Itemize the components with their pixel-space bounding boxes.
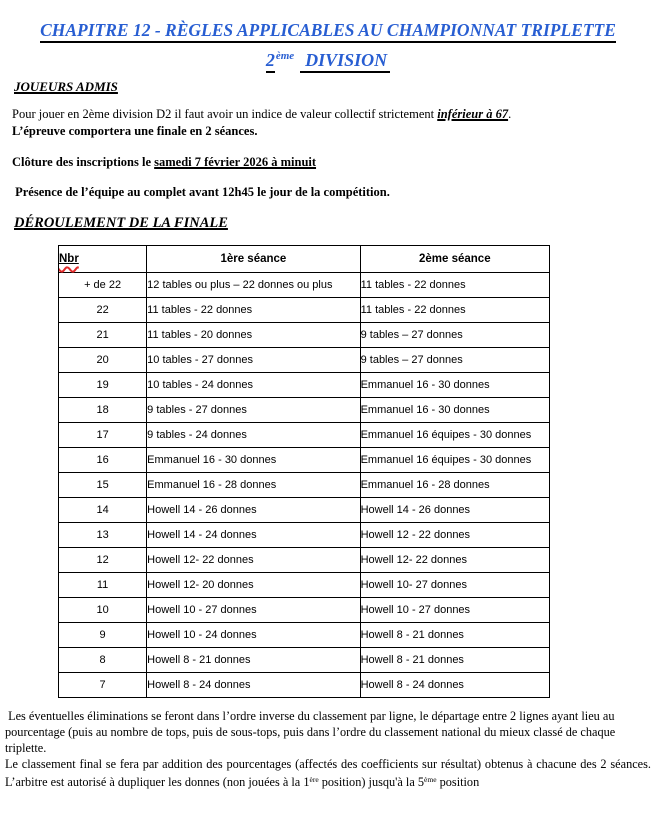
table-row (59, 398, 550, 423)
nbr-header-underline (59, 253, 79, 265)
table-row (59, 523, 550, 548)
eliminations-note: Les éventuelles éliminations se feront dans l’ordre inverse du classement par ligne, le départage entre 2 lignes ayant lieu au pourcentage (puis au nombre de tops, puis de sous-tops, puis dans l’ordre du classement national du mieux classé de chaque triplette. (5, 709, 619, 755)
seance1-cell: 9 tables - 24 donnes (147, 423, 360, 448)
nbr-cell: 15 (59, 473, 147, 498)
table-row (59, 573, 550, 598)
joueurs-admis-heading: JOUEURS ADMIS (14, 79, 118, 94)
intro-paragraph (12, 106, 656, 140)
seance2-cell: Howell 14 - 26 donnes (360, 498, 549, 523)
nbr-cell: 7 (59, 673, 147, 698)
arbitre-note (5, 772, 651, 790)
seance2-cell: 9 tables – 27 donnes (360, 323, 549, 348)
seance2-cell: 11 tables - 22 donnes (360, 298, 549, 323)
table-row (59, 498, 550, 523)
nbr-cell: 17 (59, 423, 147, 448)
chapter-title-line1: CHAPITRE 12 - RÈGLES APPLICABLES AU CHAMPIONNAT TRIPLETTE (40, 20, 616, 43)
seance1-cell: 10 tables - 24 donnes (147, 373, 360, 398)
nbr-cell: 11 (59, 573, 147, 598)
seance1-cell: 11 tables - 20 donnes (147, 323, 360, 348)
division-word: DIVISION (300, 50, 390, 73)
seance2-cell: Emmanuel 16 - 30 donnes (360, 398, 549, 423)
seance1-header-cell: 1ère séance (147, 246, 360, 273)
seance2-cell: Howell 10- 27 donnes (360, 573, 549, 598)
seance2-cell: Emmanuel 16 équipes - 30 donnes (360, 423, 549, 448)
nbr-cell: 18 (59, 398, 147, 423)
closure-paragraph (12, 154, 656, 171)
seance1-cell: Howell 12- 22 donnes (147, 548, 360, 573)
nbr-header-label: Nbr (59, 253, 79, 265)
seance2-cell: 11 tables - 22 donnes (360, 273, 549, 298)
arbitre-note-suffix: position (436, 775, 480, 789)
table-row (59, 273, 550, 298)
presence-paragraph: Présence de l’équipe au complet avant 12h45 le jour de la compétition. (12, 185, 390, 199)
deroulement-heading: DÉROULEMENT DE LA FINALE (14, 215, 228, 231)
table-row (59, 373, 550, 398)
table-row (59, 323, 550, 348)
table-row (59, 423, 550, 448)
intro-line1-text: Pour jouer en 2ème division D2 il faut avoir un indice de valeur collectif strictement (12, 107, 438, 121)
chapter-title-division (0, 45, 656, 72)
seance1-cell: 12 tables ou plus – 22 donnes ou plus (147, 273, 360, 298)
intro-line1-emphasis: inférieur à 67 (437, 107, 509, 121)
nbr-cell: + de 22 (59, 273, 147, 298)
seance-table (58, 245, 550, 698)
nbr-cell: 14 (59, 498, 147, 523)
intro-line2: L’épreuve comportera une finale en 2 séances. (12, 124, 258, 138)
seance2-cell: Emmanuel 16 - 30 donnes (360, 373, 549, 398)
arbitre-note-mid: position) jusqu'à la 5 (318, 775, 425, 789)
seance1-cell: Howell 14 - 24 donnes (147, 523, 360, 548)
table-header-row (59, 246, 550, 273)
nbr-cell: 21 (59, 323, 147, 348)
intro-line1 (12, 106, 656, 123)
division-number: 2 (266, 50, 275, 73)
seance1-cell: Howell 10 - 27 donnes (147, 598, 360, 623)
seance1-cell: Howell 12- 20 donnes (147, 573, 360, 598)
nbr-cell: 13 (59, 523, 147, 548)
seance1-cell: Howell 14 - 26 donnes (147, 498, 360, 523)
seance2-header-cell: 2ème séance (360, 246, 549, 273)
seance1-cell: Emmanuel 16 - 30 donnes (147, 448, 360, 473)
chapter-title (0, 19, 656, 41)
table-row (59, 448, 550, 473)
seance2-cell: 9 tables – 27 donnes (360, 348, 549, 373)
seance1-cell: 9 tables - 27 donnes (147, 398, 360, 423)
document-page (0, 19, 656, 826)
table-row (59, 548, 550, 573)
table-row (59, 598, 550, 623)
classement-note: Le classement final se fera par addition des pourcentages (affectés des coefficients sur résultat) obtenus à chacune des 2 séances. (5, 757, 651, 771)
seance1-cell: Howell 8 - 21 donnes (147, 648, 360, 673)
arbitre-note-text: L’arbitre est autorisé à dupliquer les donnes (non jouées à la 1 (5, 775, 310, 789)
seance2-cell: Emmanuel 16 - 28 donnes (360, 473, 549, 498)
seance1-cell: Emmanuel 16 - 28 donnes (147, 473, 360, 498)
seance2-cell: Howell 10 - 27 donnes (360, 598, 549, 623)
table-row (59, 348, 550, 373)
nbr-cell: 9 (59, 623, 147, 648)
nbr-cell: 22 (59, 298, 147, 323)
arbitre-sup-1ere: ère (309, 775, 319, 784)
seance2-cell: Howell 8 - 21 donnes (360, 648, 549, 673)
seance1-cell: 11 tables - 22 donnes (147, 298, 360, 323)
seance-table-body (59, 273, 550, 698)
table-row (59, 648, 550, 673)
arbitre-sup-5eme: ème (424, 775, 437, 784)
seance1-cell: 10 tables - 27 donnes (147, 348, 360, 373)
division-superscript: ème (275, 50, 295, 62)
seance1-cell: Howell 10 - 24 donnes (147, 623, 360, 648)
footer-notes (5, 708, 651, 790)
seance2-cell: Howell 8 - 21 donnes (360, 623, 549, 648)
nbr-cell: 20 (59, 348, 147, 373)
seance1-cell: Howell 8 - 24 donnes (147, 673, 360, 698)
table-row (59, 673, 550, 698)
seance2-cell: Emmanuel 16 équipes - 30 donnes (360, 448, 549, 473)
closure-prefix: Clôture des inscriptions le (12, 155, 155, 169)
nbr-cell: 12 (59, 548, 147, 573)
seance2-cell: Howell 8 - 24 donnes (360, 673, 549, 698)
table-row (59, 623, 550, 648)
nbr-header-cell (59, 246, 147, 273)
seance2-cell: Howell 12 - 22 donnes (360, 523, 549, 548)
seance2-cell: Howell 12- 22 donnes (360, 548, 549, 573)
closure-date: samedi 7 février 2026 à minuit (154, 155, 317, 169)
intro-line1-period: . (508, 107, 512, 121)
nbr-cell: 10 (59, 598, 147, 623)
table-row (59, 298, 550, 323)
nbr-cell: 16 (59, 448, 147, 473)
nbr-cell: 19 (59, 373, 147, 398)
table-row (59, 473, 550, 498)
nbr-cell: 8 (59, 648, 147, 673)
